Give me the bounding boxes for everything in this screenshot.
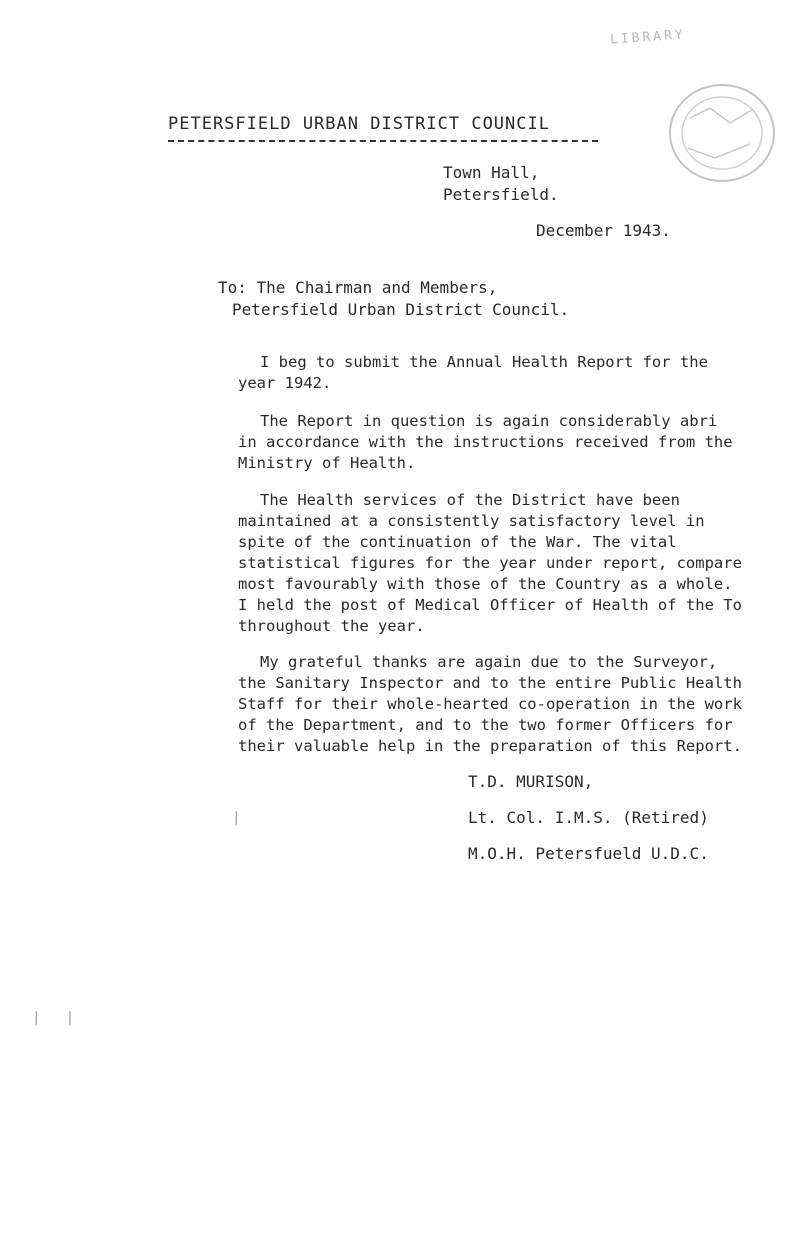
paragraph-line: I held the post of Medical Officer of Health of the To (238, 596, 742, 614)
signature-name: T.D. MURISON, (468, 772, 594, 791)
address-line-1: Town Hall, (443, 163, 540, 182)
signature-rank: Lt. Col. I.M.S. (Retired) (468, 808, 709, 827)
paragraph-line: Ministry of Health. (238, 454, 416, 472)
paragraph-line: My grateful thanks are again due to the Surveyor, (260, 653, 718, 671)
margin-mark: | | (32, 1010, 75, 1026)
paragraph-line: spite of the continuation of the War. The vital (238, 533, 677, 551)
paragraph-2 (238, 411, 798, 474)
paragraph-line: The Health services of the District have been (260, 491, 680, 509)
paragraph-line: of the Department, and to the two former Officers for (238, 716, 733, 734)
margin-mark: | (232, 810, 241, 826)
paragraph-line: most favourably with those of the Country as a whole. (238, 575, 733, 593)
paragraph-line: maintained at a consistently satisfactory level in (238, 512, 705, 530)
addressee-line-2: Petersfield Urban District Council. (232, 300, 570, 319)
paragraph-1 (238, 352, 798, 394)
paragraph-line: the Sanitary Inspector and to the entire Public Health (238, 674, 742, 692)
heading-divider (168, 140, 598, 142)
paragraph-line: in accordance with the instructions received from the (238, 433, 733, 451)
paragraph-line: year 1942. (238, 374, 332, 392)
paragraph-line: statistical figures for the year under report, compare (238, 554, 742, 572)
library-seal-icon (660, 78, 780, 188)
library-stamp: LIBRARY (609, 27, 687, 48)
letter-date: December 1943. (536, 221, 671, 240)
addressee-line-1: To: The Chairman and Members, (218, 278, 498, 297)
council-heading: PETERSFIELD URBAN DISTRICT COUNCIL (168, 114, 550, 134)
paragraph-line: I beg to submit the Annual Health Report for the (260, 353, 708, 371)
paragraph-line: throughout the year. (238, 617, 425, 635)
signature-title: M.O.H. Petersfueld U.D.C. (468, 844, 709, 863)
paragraph-line: their valuable help in the preparation of this Report. (238, 737, 742, 755)
paragraph-line: The Report in question is again considerably abri (260, 412, 718, 430)
paragraph-4 (238, 652, 798, 757)
paragraph-3 (238, 490, 798, 637)
paragraph-line: Staff for their whole-hearted co-operation in the work (238, 695, 742, 713)
address-line-2: Petersfield. (443, 185, 559, 204)
